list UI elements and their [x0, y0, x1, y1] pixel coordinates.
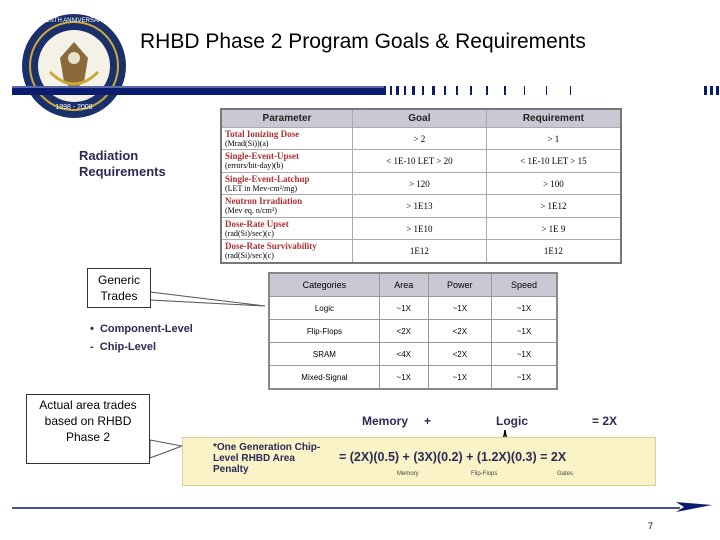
power-cell: <2X [428, 343, 491, 366]
table-row [269, 343, 557, 366]
seal-years: 1998 - 2008 [55, 104, 93, 111]
formula-left-text: *One Generation Chip-Level RHBD Area Penalty [213, 442, 321, 475]
annot-gates: Gates [557, 471, 574, 477]
trade-bullets [90, 320, 193, 356]
annot-memory: Memory [397, 471, 419, 477]
header-power: Power [428, 273, 491, 297]
requirement-cell: > 1 [486, 127, 621, 150]
header-area: Area [379, 273, 428, 297]
speed-cell: ~1X [491, 320, 557, 343]
requirement-cell: > 1E 9 [486, 217, 621, 240]
radiation-label-line1: Radiation [79, 148, 139, 163]
param-name: Single-Event-Upset [225, 151, 299, 162]
table-row [221, 150, 621, 173]
speed-cell: ~1X [491, 343, 557, 366]
generic-trades-callout: Generic Trades [87, 268, 151, 308]
table-row [221, 127, 621, 150]
requirement-cell: > 100 [486, 172, 621, 195]
param-unit: (rad(Si)/sec)(c) [225, 228, 274, 238]
requirement-cell: 1E12 [486, 240, 621, 263]
power-cell: ~1X [428, 366, 491, 390]
goal-cell: > 1E13 [353, 195, 487, 218]
param-cell [221, 217, 353, 240]
formula-heading-result: = 2X [592, 414, 618, 428]
page-title: RHBD Phase 2 Program Goals & Requirements [140, 30, 586, 53]
requirement-cell: < 1E-10 LET > 15 [486, 150, 621, 173]
radiation-requirements-table [220, 108, 622, 264]
title-underline-bar [12, 84, 384, 96]
table-row [221, 172, 621, 195]
header-requirement: Requirement [486, 109, 621, 127]
seal-top-text: TENTH ANNIVERSARY [41, 18, 107, 24]
goal-cell: > 1E10 [353, 217, 487, 240]
table-header-row [221, 109, 621, 127]
bottom-rule-arrow-icon [0, 496, 720, 516]
category-cell: Flip-Flops [269, 320, 379, 343]
param-unit: (errors/bit-day)(b) [225, 161, 284, 171]
param-unit: (rad(Si)/sec)(c) [225, 251, 274, 261]
page-number: 7 [648, 521, 654, 531]
goal-cell: > 120 [353, 172, 487, 195]
bullet-text: Chip-Level [99, 341, 157, 353]
param-cell [221, 240, 353, 263]
param-cell [221, 172, 353, 195]
param-unit: (Mev eq. n/cm²) [225, 206, 277, 216]
area-cell: ~1X [379, 366, 428, 390]
table-row [269, 320, 557, 343]
speed-cell: ~1X [491, 366, 557, 390]
power-cell: ~1X [428, 297, 491, 320]
actual-area-callout: Actual area trades based on RHBD Phase 2 [26, 394, 150, 464]
param-cell [221, 150, 353, 173]
goal-cell: < 1E-10 LET > 20 [353, 150, 487, 173]
generic-trades-table [268, 272, 558, 390]
param-cell [221, 195, 353, 218]
param-name: Dose-Rate Survivability [225, 241, 317, 252]
param-name: Dose-Rate Upset [225, 218, 289, 229]
header-parameter: Parameter [221, 109, 353, 127]
category-cell: SRAM [269, 343, 379, 366]
param-name: Total Ionizing Dose [225, 128, 300, 139]
category-cell: Logic [269, 297, 379, 320]
title-underline-bar-right [384, 84, 720, 96]
table-row [269, 297, 557, 320]
requirement-cell: > 1E12 [486, 195, 621, 218]
param-name: Single-Event-Latchup [225, 173, 310, 184]
formula-heading-plus: + [424, 414, 432, 428]
radiation-requirements-label [79, 148, 166, 180]
table-row [221, 195, 621, 218]
header-categories: Categories [269, 273, 379, 297]
goal-cell: 1E12 [353, 240, 487, 263]
bullet-component-level: • Component-Level [90, 323, 193, 335]
power-cell: <2X [428, 320, 491, 343]
formula-heading-memory: Memory [362, 414, 409, 428]
area-penalty-formula-box [182, 437, 656, 486]
table-row [221, 217, 621, 240]
param-cell [221, 127, 353, 150]
formula-heading-logic: Logic [496, 414, 528, 428]
category-cell: Mixed-Signal [269, 366, 379, 390]
header-speed: Speed [491, 273, 557, 297]
bullet-text: Component-Level [99, 323, 193, 335]
param-name: Neutron Irradiation [225, 196, 303, 207]
area-cell: <4X [379, 343, 428, 366]
formula-equation: = (2X)(0.5) + (3X)(0.2) + (1.2X)(0.3) = 2X [339, 450, 567, 464]
speed-cell: ~1X [491, 297, 557, 320]
goal-cell: > 2 [353, 127, 487, 150]
table-row [221, 240, 621, 263]
table-header-row [269, 273, 557, 297]
bullet-chip-level: - Chip-Level [90, 341, 157, 353]
area-cell: <2X [379, 320, 428, 343]
table-row [269, 366, 557, 390]
header-goal: Goal [353, 109, 487, 127]
radiation-label-line2: Requirements [79, 164, 166, 179]
area-cell: ~1X [379, 297, 428, 320]
param-unit: (Mrad(Si))(a) [225, 138, 269, 148]
annot-flip-flops: Flip-Flops [471, 471, 498, 477]
param-unit: (LET in Mev-cm²/mg) [225, 183, 298, 193]
